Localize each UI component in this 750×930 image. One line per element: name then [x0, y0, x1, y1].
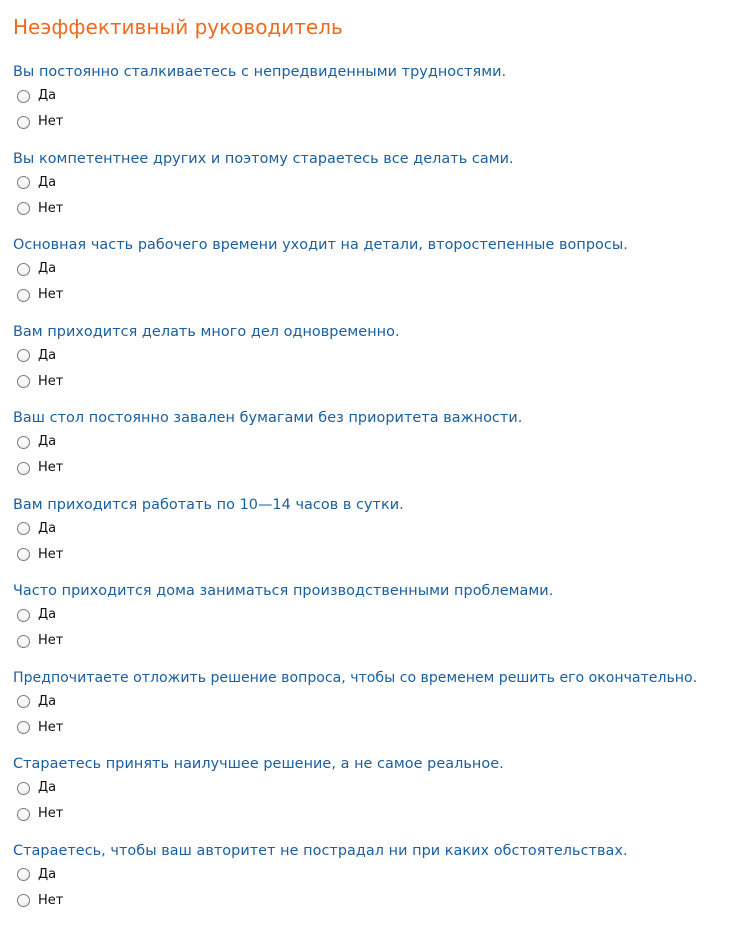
question-item [0, 752, 750, 839]
question-text: Вы компетентнее других и поэтому стараетесь все делать сами. [13, 150, 514, 167]
radio-button[interactable] [17, 436, 30, 449]
radio-button[interactable] [17, 289, 30, 302]
answer-label: Нет [38, 373, 64, 389]
answer-no-option[interactable] [17, 285, 63, 305]
radio-button[interactable] [17, 116, 30, 129]
answer-yes-option[interactable] [17, 432, 56, 452]
answer-yes-option[interactable] [17, 778, 56, 798]
answer-yes-option[interactable] [17, 605, 56, 625]
answer-label: Да [38, 347, 57, 363]
answer-label: Нет [38, 806, 64, 821]
answer-no-option[interactable] [17, 112, 63, 132]
answer-no-option[interactable] [17, 891, 63, 911]
radio-button[interactable] [17, 176, 30, 189]
answer-label: Да [38, 434, 57, 449]
radio-button[interactable] [17, 462, 30, 475]
radio-button[interactable] [17, 868, 30, 881]
answer-yes-option[interactable] [17, 346, 56, 366]
answer-no-option[interactable] [17, 372, 63, 392]
answer-label: Да [38, 693, 57, 709]
answer-no-option[interactable] [17, 545, 63, 565]
answer-yes-option[interactable] [17, 865, 56, 885]
answer-label: Нет [38, 546, 64, 562]
question-item [0, 233, 750, 320]
radio-button[interactable] [17, 90, 30, 103]
question-item [0, 60, 750, 147]
radio-button[interactable] [17, 695, 30, 708]
answer-label: Нет [38, 460, 64, 475]
answer-label: Да [38, 174, 57, 190]
radio-button[interactable] [17, 548, 30, 561]
question-item [0, 666, 750, 753]
answer-no-option[interactable] [17, 631, 63, 651]
answer-label: Да [38, 520, 57, 536]
answer-label: Да [38, 780, 57, 795]
answer-label: Нет [38, 200, 64, 216]
question-item [0, 839, 750, 926]
radio-button[interactable] [17, 808, 30, 821]
answer-no-option[interactable] [17, 458, 63, 478]
question-text: Вам приходится делать много дел одновременно. [13, 323, 400, 340]
question-list [0, 60, 750, 925]
radio-button[interactable] [17, 375, 30, 388]
question-text: Вам приходится работать по 10—14 часов в сутки. [13, 496, 404, 513]
answer-label: Да [38, 866, 57, 882]
question-text: Стараетесь, чтобы ваш авторитет не пострадал ни при каких обстоятельствах. [13, 842, 628, 859]
answer-label: Да [38, 88, 57, 103]
question-item [0, 147, 750, 234]
question-text: Стараетесь принять наилучшее решение, а не самое реальное. [13, 756, 504, 772]
answer-no-option[interactable] [17, 199, 63, 219]
radio-button[interactable] [17, 349, 30, 362]
answer-label: Да [38, 607, 57, 622]
answer-no-option[interactable] [17, 718, 63, 738]
radio-button[interactable] [17, 894, 30, 907]
question-item [0, 406, 750, 493]
radio-button[interactable] [17, 609, 30, 622]
question-item [0, 320, 750, 407]
page-title: Неэффективный руководитель [13, 15, 343, 39]
question-text: Ваш стол постоянно завален бумагами без приоритета важности. [13, 410, 523, 426]
answer-label: Нет [38, 114, 64, 129]
question-text: Часто приходится дома заниматься производственными проблемами. [13, 583, 554, 599]
answer-label: Нет [38, 287, 64, 302]
answer-yes-option[interactable] [17, 692, 56, 712]
radio-button[interactable] [17, 522, 30, 535]
question-item [0, 493, 750, 580]
question-item [0, 579, 750, 666]
question-text: Предпочитаете отложить решение вопроса, чтобы со временем решить его окончательно. [13, 669, 698, 686]
answer-label: Нет [38, 719, 64, 735]
radio-button[interactable] [17, 202, 30, 215]
answer-label: Нет [38, 892, 64, 908]
radio-button[interactable] [17, 263, 30, 276]
radio-button[interactable] [17, 721, 30, 734]
radio-button[interactable] [17, 782, 30, 795]
answer-yes-option[interactable] [17, 86, 56, 106]
answer-label: Да [38, 261, 57, 276]
radio-button[interactable] [17, 635, 30, 648]
question-text: Вы постоянно сталкиваетесь с непредвиденными трудностями. [13, 64, 507, 80]
answer-label: Нет [38, 633, 64, 648]
answer-yes-option[interactable] [17, 519, 56, 539]
question-text: Основная часть рабочего времени уходит на детали, второстепенные вопросы. [13, 237, 628, 253]
answer-yes-option[interactable] [17, 259, 56, 279]
answer-no-option[interactable] [17, 804, 63, 824]
answer-yes-option[interactable] [17, 173, 56, 193]
